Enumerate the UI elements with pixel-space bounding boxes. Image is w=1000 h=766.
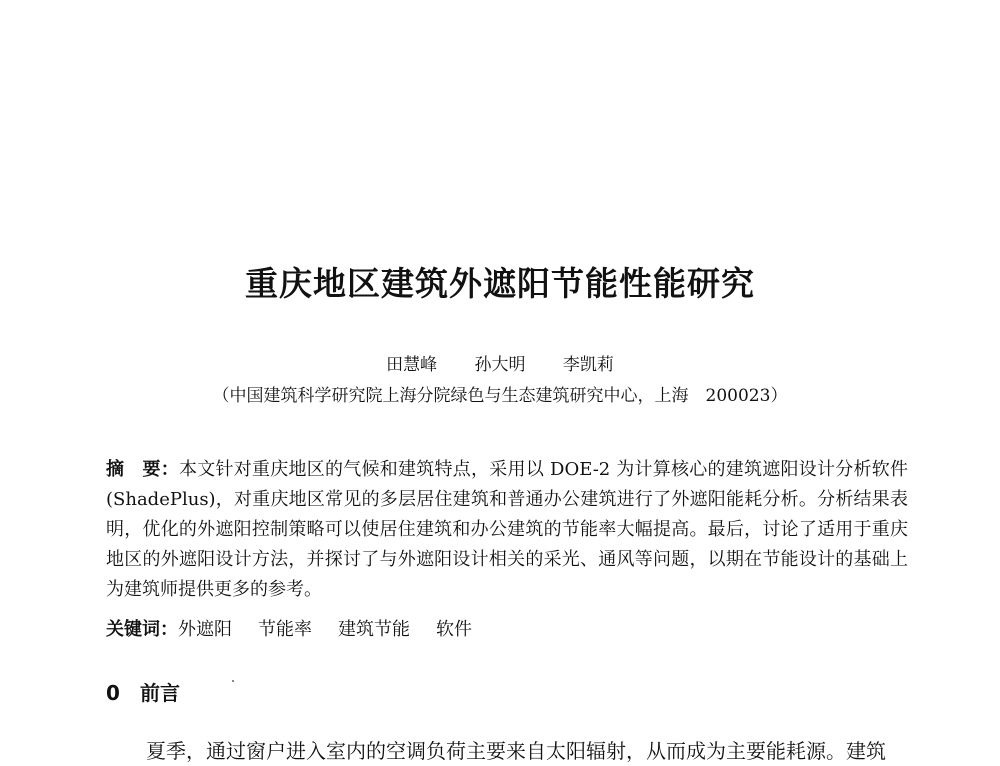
author-name: 田慧峰 [386, 355, 438, 375]
keywords-block [106, 615, 908, 645]
section-number: 0 [106, 681, 120, 705]
keyword-item: 软件 [436, 619, 472, 640]
keyword-item: 建筑节能 [338, 619, 410, 640]
keywords-label: 关键词： [106, 619, 178, 640]
paper-title: 重庆地区建筑外遮阳节能性能研究 [245, 264, 755, 303]
keyword-item: 节能率 [258, 619, 312, 640]
scan-speck [232, 680, 234, 682]
abstract-block [106, 455, 908, 605]
author-name: 孙大明 [474, 355, 526, 375]
author-list [0, 350, 1000, 375]
abstract-label: 摘 要： [106, 459, 180, 480]
author-name: 李凯莉 [562, 355, 614, 375]
section-heading [106, 677, 180, 706]
body-paragraph: 夏季，通过窗户进入室内的空调负荷主要来自太阳辐射，从而成为主要能耗源。建筑 [146, 739, 886, 763]
author-affiliation: （中国建筑科学研究院上海分院绿色与生态建筑研究中心，上海 200023） [212, 386, 788, 406]
section-title: 前言 [140, 681, 180, 705]
abstract-text: 本文针对重庆地区的气候和建筑特点，采用以 DOE-2 为计算核心的建筑遮阳设计分析软件(ShadePlus)，对重庆地区常见的多层居住建筑和普通办公建筑进行了外遮阳能耗分析。分析结果表明，优化的外遮阳控制策略可以使居住建筑和办公建筑的节能率大幅提高。最后，讨论了适用于重庆地区的外遮阳设计方法，并探讨了与外遮阳设计相关的采光、通风等问题，以期在节能设计的基础上为建筑师提供更多的参考。 [106, 459, 909, 600]
keyword-item: 外遮阳 [178, 619, 232, 640]
